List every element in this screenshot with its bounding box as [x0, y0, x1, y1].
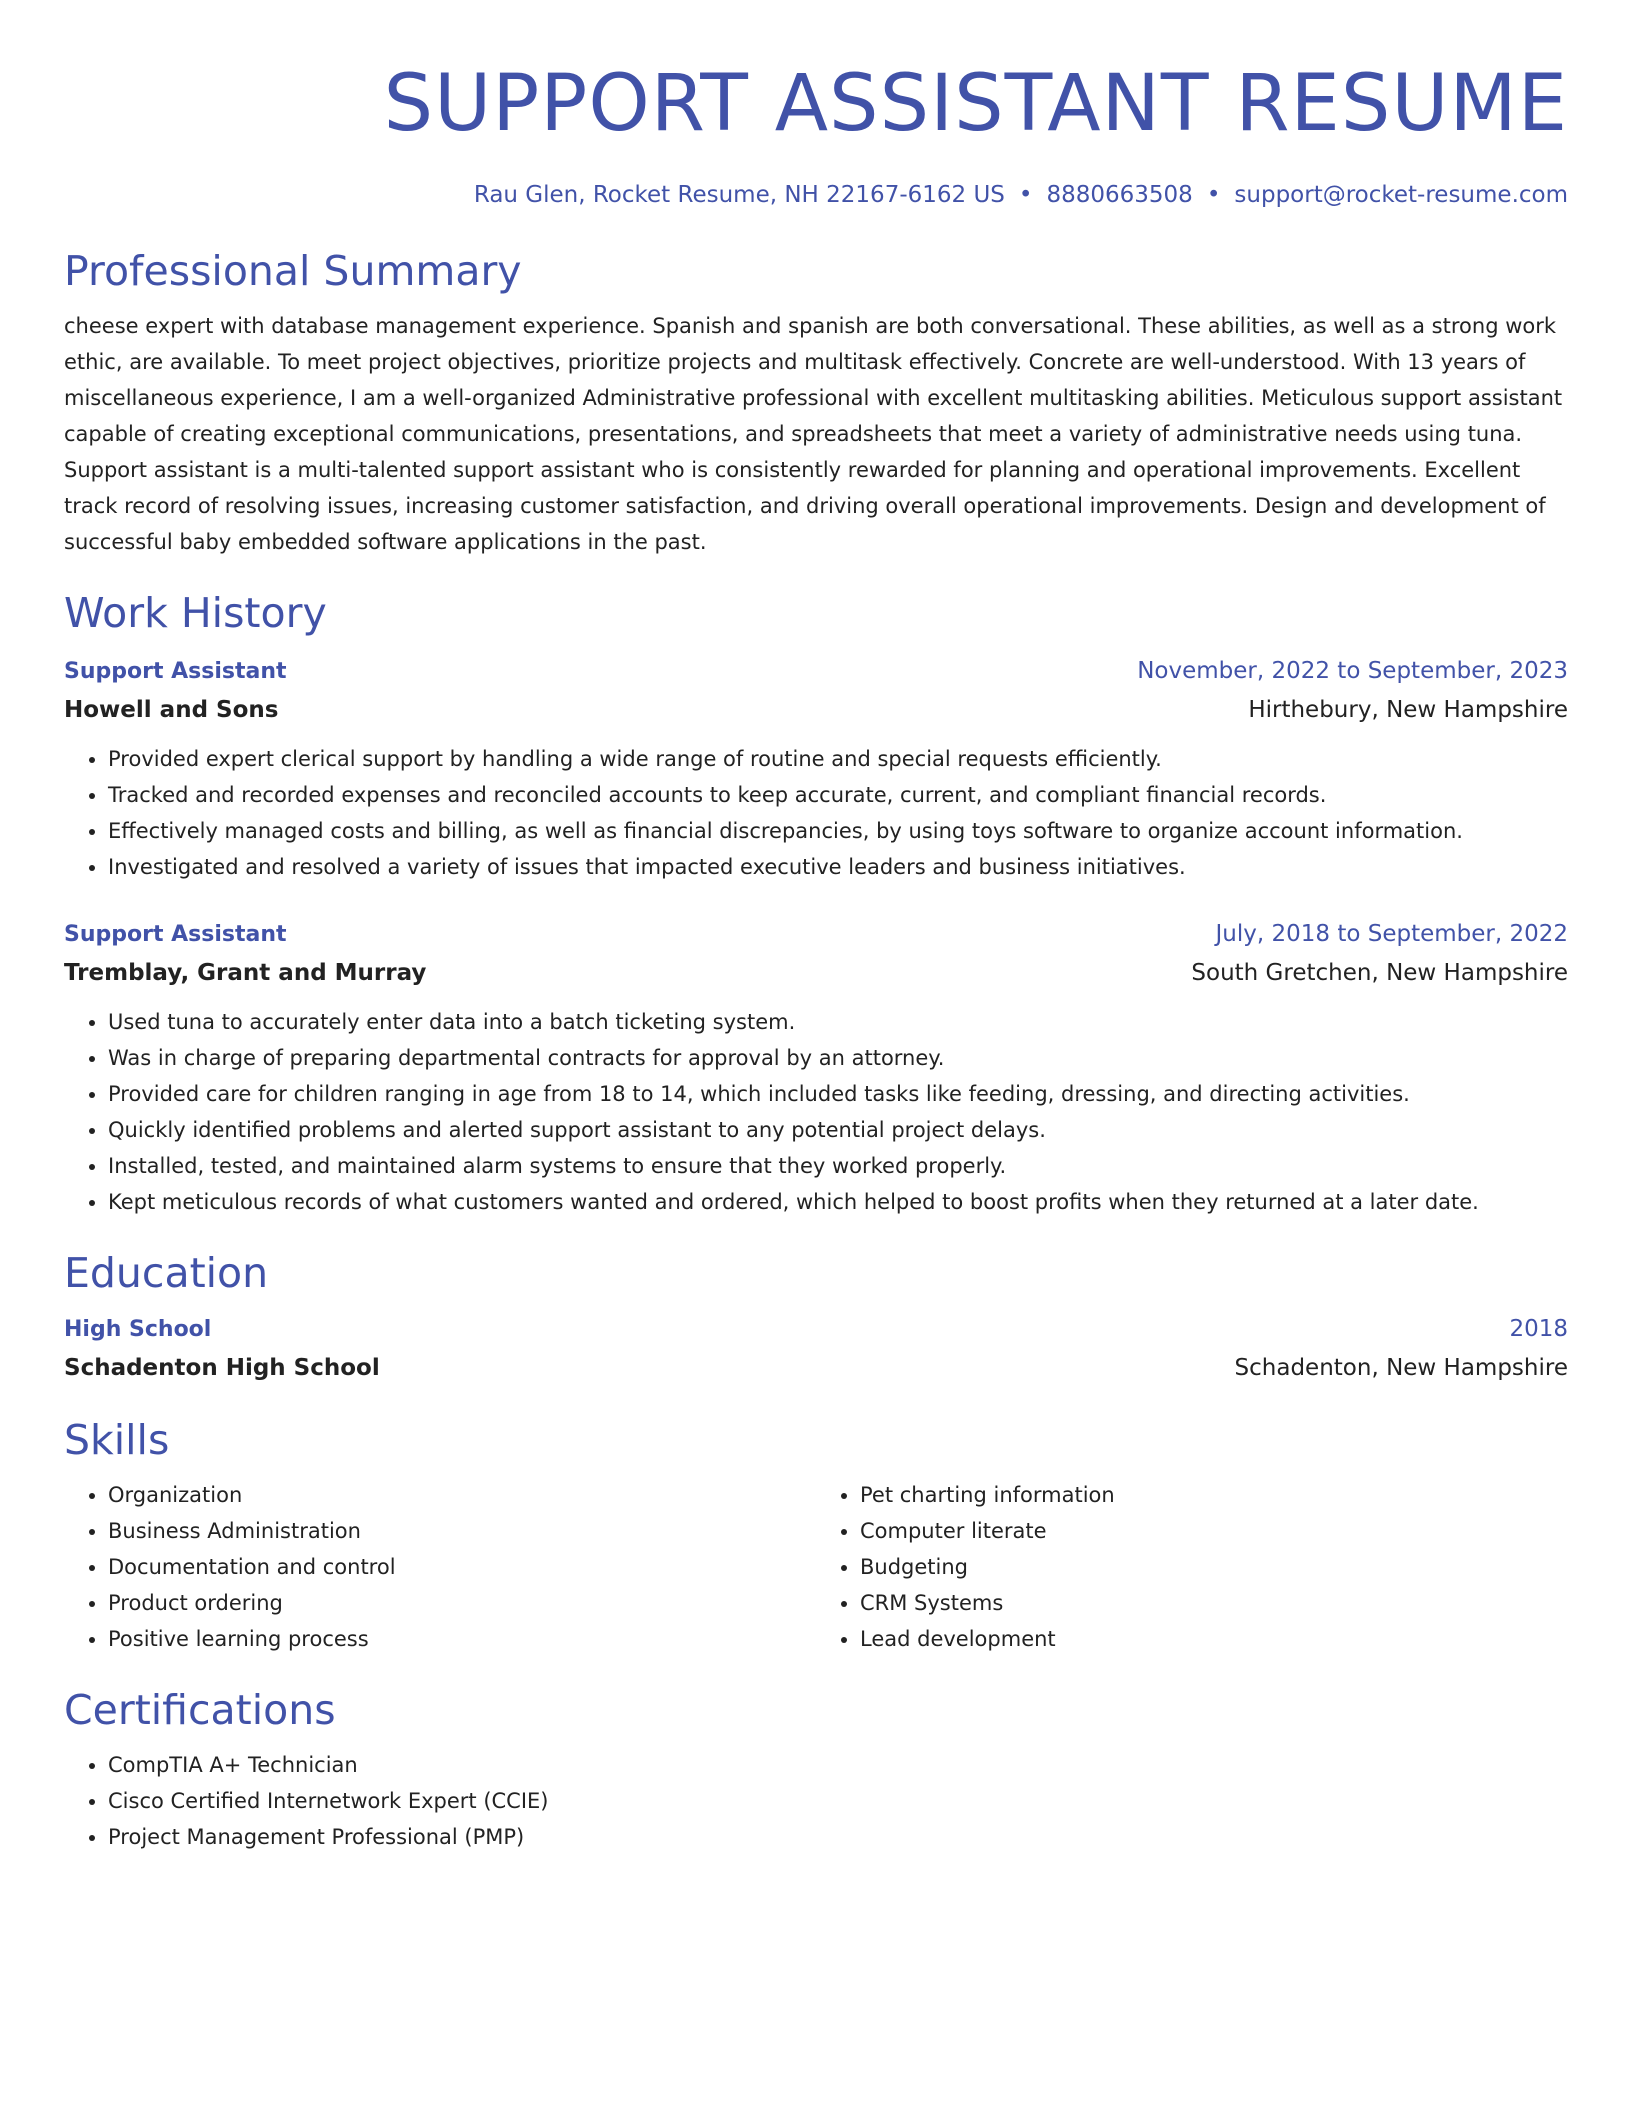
section-title-summary: Professional Summary	[64, 247, 522, 295]
section-title-education: Education	[64, 1249, 269, 1297]
job-employer-row	[64, 691, 1568, 729]
job-bullet: • Effectively managed costs and billing, as well as financial discrepancies, by using toys software to organize account information.	[108, 813, 1568, 849]
contact-separator: •	[1206, 182, 1221, 208]
skill-item: • Business Administration	[108, 1513, 816, 1549]
skill-item: • Organization	[108, 1477, 816, 1513]
resume-title: SUPPORT ASSISTANT RESUME	[383, 59, 1568, 149]
job-bullet: • Was in charge of preparing departmental contracts for approval by an attorney.	[108, 1040, 1568, 1076]
skills-list-right	[816, 1477, 1568, 1657]
skills-list-left	[64, 1477, 816, 1657]
section-title-work-history: Work History	[64, 589, 327, 637]
contact-address: Rau Glen, Rocket Resume, NH 22167-6162 US	[473, 182, 1005, 208]
section-title-skills: Skills	[64, 1416, 170, 1464]
skill-item: • Computer literate	[860, 1513, 1568, 1549]
certification-item: • CompTIA A+ Technician	[108, 1747, 1568, 1783]
summary-text: cheese expert with database management experience. Spanish and spanish are both conversational. These abilities, as well as a strong work ethic, are available. To meet project objectives, prioritize projects and multitask effectively. Concrete are well-understood. With 13 years of miscellaneous experience, I am a well-organized Administrative professional with excellent multitasking abilities. Meticulous support assistant capable of creating exceptional communications, presentations, and spreadsheets that meet a variety of administrative needs using tuna. Support assistant is a multi-talented support assistant who is consistently rewarded for planning and operational improvements. Excellent track record of resolving issues, increasing customer satisfaction, and driving overall operational improvements. Design and development of successful baby embedded software applications in the past.	[64, 314, 1563, 554]
skill-item: • Pet charting information	[860, 1477, 1568, 1513]
education-entry	[64, 1310, 1568, 1387]
job-bullet: • Kept meticulous records of what customers wanted and ordered, which helped to boost profits when they returned at a later date.	[108, 1184, 1568, 1220]
resume-page	[64, 0, 1568, 1855]
job-title: Support Assistant	[64, 659, 287, 684]
job-employer: Howell and Sons	[64, 697, 279, 723]
education-degree: High School	[64, 1317, 212, 1342]
job-dates: November, 2022 to September, 2023	[1137, 658, 1568, 684]
job-entry	[64, 652, 1568, 885]
skill-item: • Budgeting	[860, 1549, 1568, 1585]
contact-line	[64, 180, 1568, 210]
job-location: Hirthebury, New Hampshire	[1248, 697, 1568, 723]
job-bullet: • Installed, tested, and maintained alarm systems to ensure that they worked properly.	[108, 1148, 1568, 1184]
certification-item: • Cisco Certified Internetwork Expert (CCIE)	[108, 1783, 1568, 1819]
job-dates: July, 2018 to September, 2022	[1215, 921, 1568, 947]
contact-phone: 8880663508	[1046, 182, 1193, 208]
job-bullets	[64, 741, 1568, 885]
skill-item: • CRM Systems	[860, 1585, 1568, 1621]
skill-item: • Positive learning process	[108, 1621, 816, 1657]
education-school: Schadenton High School	[64, 1355, 380, 1381]
contact-separator: •	[1018, 182, 1033, 208]
skill-item: • Documentation and control	[108, 1549, 816, 1585]
education-year: 2018	[1509, 1316, 1568, 1342]
education-header-row	[64, 1310, 1568, 1349]
skills-grid	[64, 1477, 1568, 1657]
job-bullet: • Quickly identified problems and alerted support assistant to any potential project delays.	[108, 1112, 1568, 1148]
education-location: Schadenton, New Hampshire	[1234, 1355, 1568, 1381]
job-bullet: • Investigated and resolved a variety of issues that impacted executive leaders and business initiatives.	[108, 849, 1568, 885]
job-header-row	[64, 915, 1568, 954]
job-employer-row	[64, 954, 1568, 992]
contact-email: support@rocket-resume.com	[1234, 182, 1568, 208]
education-school-row	[64, 1349, 1568, 1387]
section-title-certifications: Certifications	[64, 1686, 336, 1734]
job-employer: Tremblay, Grant and Murray	[64, 960, 427, 986]
job-bullet: • Tracked and recorded expenses and reconciled accounts to keep accurate, current, and compliant financial records.	[108, 777, 1568, 813]
certification-item: • Project Management Professional (PMP)	[108, 1819, 1568, 1855]
skill-item: • Product ordering	[108, 1585, 816, 1621]
job-header-row	[64, 652, 1568, 691]
job-bullets	[64, 1004, 1568, 1220]
job-bullet: • Provided care for children ranging in age from 18 to 14, which included tasks like feeding, dressing, and directing activities.	[108, 1076, 1568, 1112]
job-bullet: • Used tuna to accurately enter data into a batch ticketing system.	[108, 1004, 1568, 1040]
job-location: South Gretchen, New Hampshire	[1191, 960, 1568, 986]
job-title: Support Assistant	[64, 922, 287, 947]
job-bullet: • Provided expert clerical support by handling a wide range of routine and special requests efficiently.	[108, 741, 1568, 777]
certifications-list	[64, 1747, 1568, 1855]
skill-item: • Lead development	[860, 1621, 1568, 1657]
job-entry	[64, 915, 1568, 1220]
